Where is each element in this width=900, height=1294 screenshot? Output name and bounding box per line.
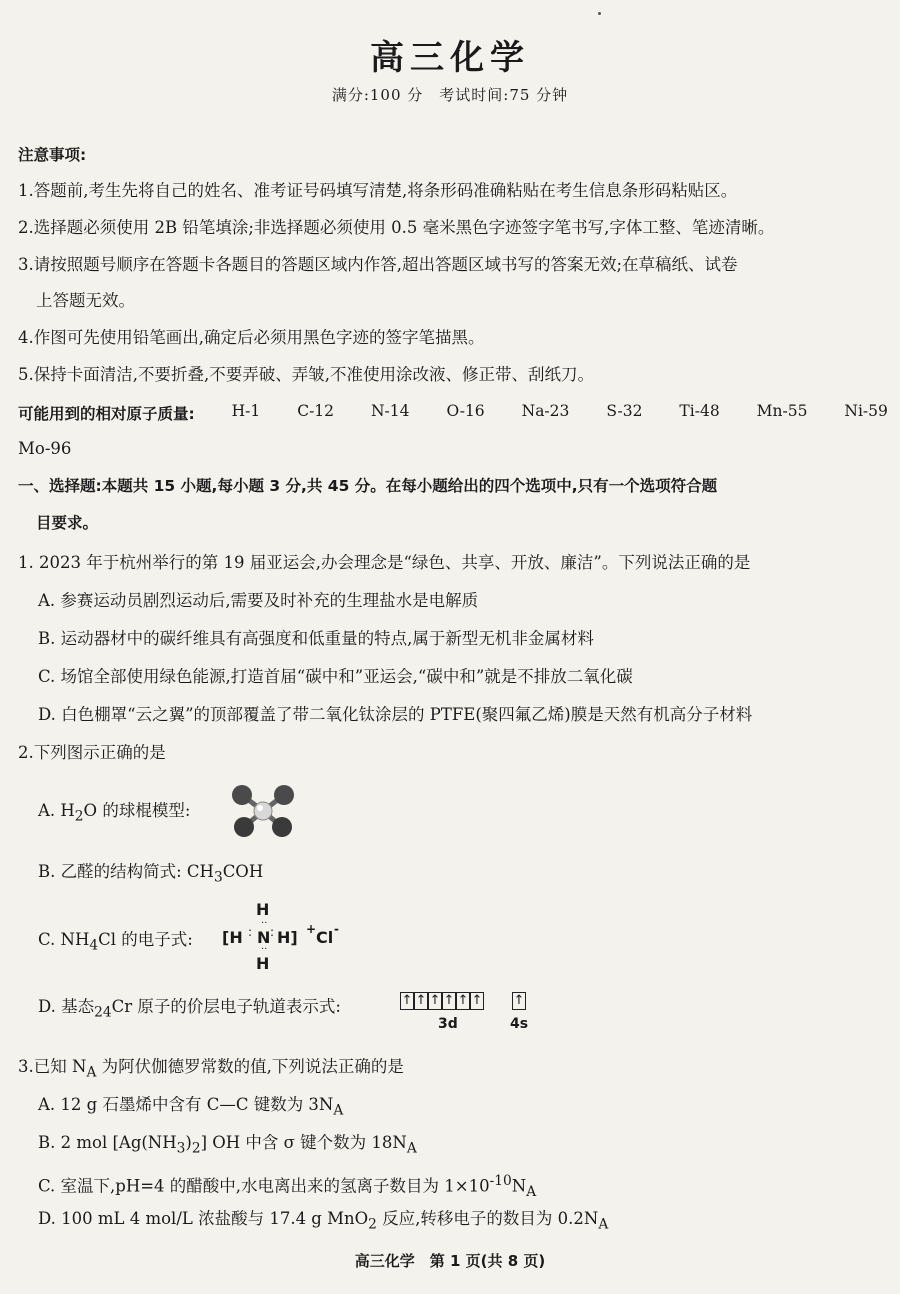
question-2-option-b: B. 乙醛的结构简式: $CH_3COH$: [38, 862, 264, 886]
atomic-mass-value: N-14: [370, 402, 410, 420]
exam-info: 满分:100 分 考试时间:75 分钟: [331, 86, 569, 104]
orbital-label-4s: 4s: [510, 1016, 529, 1032]
scan-speck: [598, 12, 601, 15]
page-title: 高三化学: [370, 38, 530, 78]
atomic-mass-value: Na-23: [521, 402, 570, 420]
question-1-option-a: A. 参赛运动员剧烈运动后,需要及时补充的生理盐水是电解质: [38, 591, 479, 610]
atomic-mass-value: H-1: [231, 402, 261, 420]
orbital-box: ↑: [429, 993, 441, 1008]
atomic-mass-value: Ti-48: [679, 402, 720, 420]
orbital-box: ↑: [443, 993, 455, 1008]
question-1-option-b: B. 运动器材中的碳纤维具有高强度和低重量的特点,属于新型无机非金属材料: [38, 629, 594, 648]
notice-item-3: 3.请按照题号顺序在答题卡各题目的答题区域内作答,超出答题区域书写的答案无效;在草稿纸、试卷: [18, 255, 738, 274]
page-footer: 高三化学 第 1 页(共 8 页): [354, 1252, 546, 1270]
question-1-option-d: D. 白色棚罩“云之翼”的顶部覆盖了带二氧化钛涂层的 PTFE(聚四氟乙烯)膜是天然有机高分子材料: [38, 705, 753, 724]
notice-item-1: 1.答题前,考生先将自己的姓名、准考证号码填写清楚,将条形码准确粘贴在考生信息条形码粘贴区。: [18, 181, 738, 200]
notice-item-4: 4.作图可先使用铅笔画出,确定后必须用黑色字迹的签字笔描黑。: [18, 328, 485, 347]
notice-item-2: 2.选择题必须使用 2B 铅笔填涂;非选择题必须使用 0.5 毫米黑色字迹签字笔书写,字体工整、笔迹清晰。: [18, 218, 775, 237]
electron-pair-bottom: ··: [261, 944, 268, 955]
electron-formula-right: H]: [277, 928, 298, 947]
atomic-mass-label: 可能用到的相对原子质量:: [18, 405, 195, 423]
electron-pair-left: :: [248, 925, 253, 939]
question-3-option-c: C. 室温下,pH=4 的醋酸中,水电离出来的氢离子数目为 $1\times 10^{-10}N_A$: [38, 1173, 537, 1200]
electron-formula-n: N: [257, 928, 271, 947]
atomic-mass-value: C-12: [297, 402, 335, 420]
electron-formula-h-bottom: H: [256, 954, 270, 973]
question-2-option-d: D. 基态$_{24}$Cr 原子的价层电子轨道表示式:: [38, 997, 341, 1021]
question-1-option-c: C. 场馆全部使用绿色能源,打造首届“碳中和”亚运会,“碳中和”就是不排放二氧化碳: [38, 667, 633, 686]
question-3-option-b: B. 2 mol $[Ag(NH_3)_2]$ OH 中含 σ 键个数为 $18N_A$: [38, 1133, 417, 1157]
question-2-option-c: C. $NH_4Cl$ 的电子式:: [38, 930, 193, 954]
atomic-mass-extra: Mo-96: [18, 439, 72, 458]
atomic-mass-value: S-32: [606, 402, 643, 420]
question-2-option-a: A. $H_2O$ 的球棍模型:: [38, 801, 191, 825]
section-heading: 一、选择题:本题共 15 小题,每小题 3 分,共 45 分。在每小题给出的四个选项中,只有一个选项符合题: [18, 477, 718, 495]
orbital-box: ↑: [415, 993, 427, 1008]
orbital-diagram: [400, 992, 540, 1036]
atomic-mass-row: [18, 402, 888, 424]
orbital-box: ↑: [471, 993, 483, 1008]
orbital-label-3d: 3d: [438, 1016, 458, 1032]
electron-pair-top: ··: [261, 918, 268, 929]
orbital-box: ↑: [457, 993, 469, 1008]
notice-item-3-cont: 上答题无效。: [36, 291, 135, 310]
question-3-option-d: D. 100 mL 4 mol/L 浓盐酸与 17.4 g MnO$_2$ 反应,转移电子的数目为 $0.2N_A$: [38, 1209, 609, 1233]
atomic-mass-value: O-16: [446, 402, 485, 420]
question-3-stem: 3.已知 $N_A$ 为阿伏伽德罗常数的值,下列说法正确的是: [18, 1057, 404, 1081]
atomic-mass-value: Ni-59: [844, 402, 888, 420]
question-2-stem: 2.下列图示正确的是: [18, 743, 166, 762]
electron-formula-cl: Cl: [316, 928, 334, 947]
ball-and-stick-model-icon: [228, 783, 298, 839]
electron-pair-right: :: [270, 925, 275, 939]
electron-formula-h-top: H: [256, 900, 270, 919]
electron-formula-left: [H: [222, 928, 243, 947]
question-3-option-a: A. 12 g 石墨烯中含有 C—C 键数为 $3N_A$: [38, 1095, 344, 1119]
notice-item-5: 5.保持卡面清洁,不要折叠,不要弄破、弄皱,不准使用涂改液、修正带、刮纸刀。: [18, 365, 594, 384]
electron-formula: [212, 900, 352, 974]
atomic-mass-value: Mn-55: [756, 402, 808, 420]
section-heading-cont: 目要求。: [36, 514, 99, 532]
electron-formula-minus: -: [334, 922, 339, 936]
question-1-stem: 1. 2023 年于杭州举行的第 19 届亚运会,办会理念是“绿色、共享、开放、廉洁”。下列说法正确的是: [18, 553, 751, 572]
orbital-box: ↑: [401, 993, 413, 1008]
electron-formula-plus: +: [306, 922, 317, 936]
orbital-box: ↑: [513, 993, 525, 1008]
notice-heading: 注意事项:: [18, 146, 87, 164]
